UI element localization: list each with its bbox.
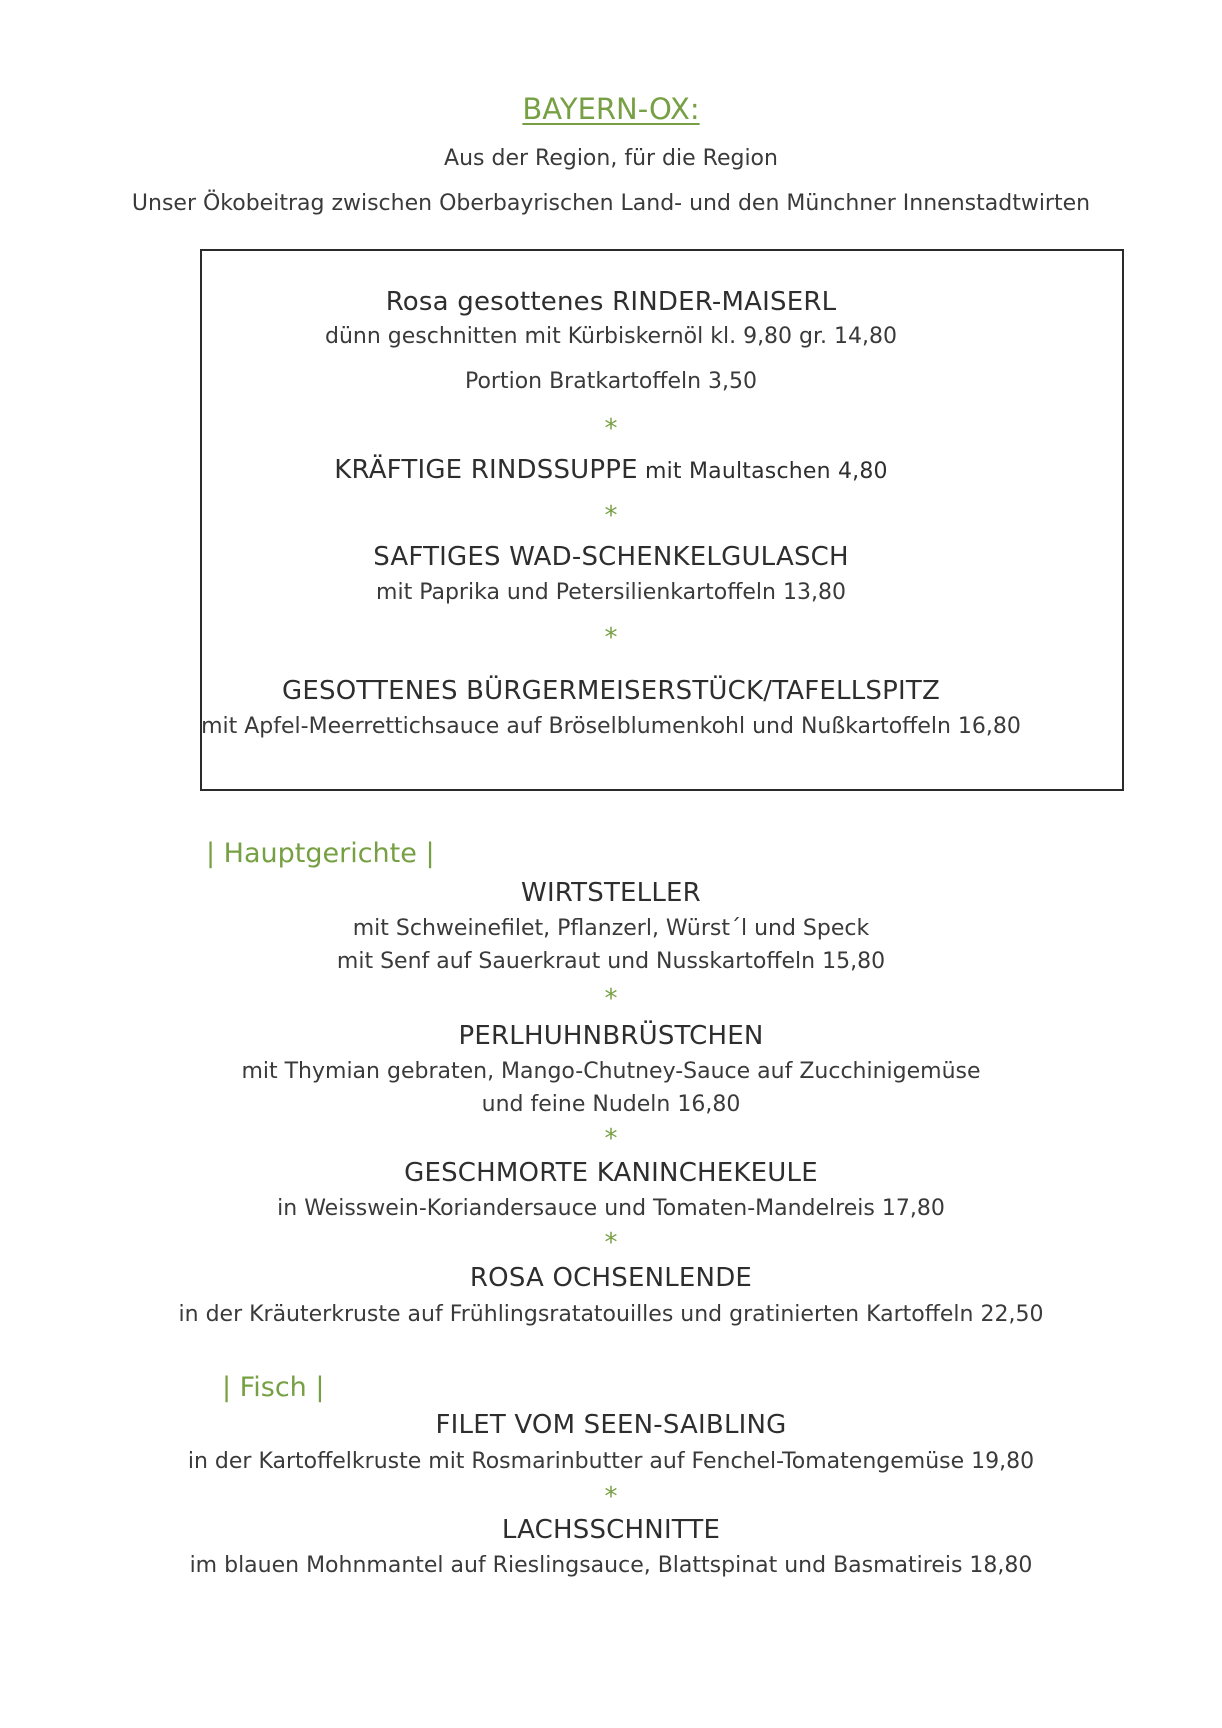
dish-description: mit Schweinefilet, Pflanzerl, Würst´l und Speck [352, 916, 870, 941]
dish-description: mit Senf auf Sauerkraut und Nusskartoffeln 15,80 [336, 949, 886, 974]
dish-name: GESCHMORTE KANINCHEKEULE [404, 1158, 818, 1188]
dish-name: WIRTSTELLER [521, 878, 701, 908]
page-title: BAYERN-OX: [522, 92, 700, 126]
dish-name: PERLHUHNBRÜSTCHEN [458, 1021, 764, 1051]
separator-star: * [604, 414, 618, 444]
dish-name: FILET VOM SEEN-SAIBLING [435, 1410, 787, 1440]
dish-description: dünn geschnitten mit Kürbiskernöl kl. 9,80 gr. 14,80 [324, 324, 898, 349]
dish-description: mit Thymian gebraten, Mango-Chutney-Sauce auf Zucchinigemüse [241, 1059, 981, 1084]
dish-description: in Weisswein-Koriandersauce und Tomaten-Mandelreis 17,80 [277, 1196, 945, 1221]
dish-name: Rosa gesottenes RINDER-MAISERL [385, 287, 837, 317]
dish-description: in der Kräuterkruste auf Frühlingsratatouilles und gratinierten Kartoffeln 22,50 [178, 1302, 1044, 1327]
dish-name: GESOTTENES BÜRGERMEISERSTÜCK/TAFELLSPITZ [282, 676, 940, 706]
dish-extra: Portion Bratkartoffeln 3,50 [464, 369, 758, 394]
dish-name-with-inline [0, 455, 1222, 485]
separator-star: * [604, 501, 618, 531]
separator-star: * [604, 984, 618, 1014]
dish-name: ROSA OCHSENLENDE [469, 1263, 753, 1293]
dish-description: in der Kartoffelkruste mit Rosmarinbutter auf Fenchel-Tomatengemüse 19,80 [187, 1449, 1035, 1474]
separator-star: * [604, 623, 618, 653]
dish-description: im blauen Mohnmantel auf Rieslingsauce, Blattspinat und Basmatireis 18,80 [189, 1553, 1033, 1578]
section-heading-fisch: | Fisch | [222, 1372, 325, 1403]
dish-description: mit Paprika und Petersilienkartoffeln 13,80 [376, 580, 846, 605]
dish-description: und feine Nudeln 16,80 [481, 1092, 741, 1117]
page-subtitle: Aus der Region, für die Region [444, 146, 778, 171]
dish-description: mit Apfel-Meerrettichsauce auf Bröselblumenkohl und Nußkartoffeln 16,80 [201, 714, 1021, 739]
dish-inline-description: mit Maultaschen 4,80 [637, 459, 888, 484]
separator-star: * [604, 1124, 618, 1154]
dish-name: SAFTIGES WAD-SCHENKELGULASCH [373, 542, 849, 572]
separator-star: * [604, 1482, 618, 1512]
section-heading-hauptgerichte: | Hauptgerichte | [206, 838, 435, 869]
dish-name: LACHSSCHNITTE [501, 1515, 721, 1545]
page-tagline: Unser Ökobeitrag zwischen Oberbayrischen Land- und den Münchner Innenstadtwirten [131, 191, 1091, 216]
dish-name: KRÄFTIGE RINDSSUPPE [334, 455, 638, 485]
separator-star: * [604, 1228, 618, 1258]
